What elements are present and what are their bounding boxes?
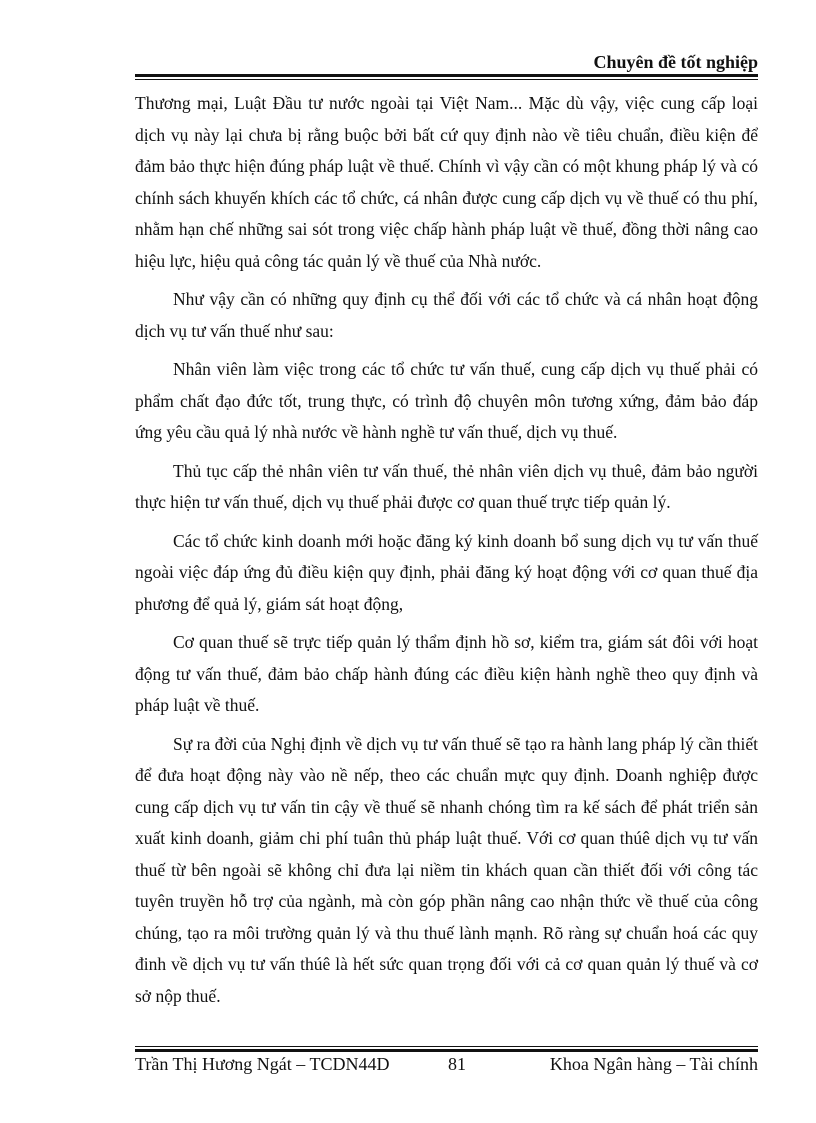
paragraph-intro-requirements: Như vậy cần có những quy định cụ thể đối với các tổ chức và cá nhân hoạt động dịch vụ tư vấn thuế như sau: xyxy=(135,289,758,341)
document-body xyxy=(135,88,758,1019)
header-rule-thin xyxy=(135,79,758,80)
header-title: Chuyên đề tốt nghiệp xyxy=(593,52,758,72)
paragraph-card-procedure: Thủ tục cấp thẻ nhân viên tư vấn thuế, thẻ nhân viên dịch vụ thuê, đảm bảo người thực hiện tư vấn thuế, dịch vụ thuế phải được cơ quan thuế trực tiếp quản lý. xyxy=(135,460,758,512)
footer-rule-thick xyxy=(135,1049,758,1052)
paragraph-staff-requirements: Nhân viên làm việc trong các tổ chức tư vấn thuế, cung cấp dịch vụ thuế phải có phẩm chất đạo đức tốt, trung thực, có trình độ chuyên môn tương xứng, đảm bảo đáp ứng yêu cầu quả lý nhà nước về hành nghề tư vấn thuế, dịch vụ thuế. xyxy=(135,359,758,442)
page-header xyxy=(135,50,758,80)
paragraph-business-registration: Các tổ chức kinh doanh mới hoặc đăng ký kinh doanh bổ sung dịch vụ tư vấn thuế ngoài việc đáp ứng đủ điều kiện quy định, phải đăng ký hoạt động với cơ quan thuế địa phương để quả lý, giám sát hoạt động, xyxy=(135,530,758,614)
page-footer xyxy=(135,1046,758,1078)
footer-rule-thin xyxy=(135,1046,758,1047)
paragraph-continuation: Thương mại, Luật Đầu tư nước ngoài tại Việt Nam... Mặc dù vậy, việc cung cấp loại dịch vụ này lại chưa bị rằng buộc bởi bất cứ quy định nào về tiêu chuẩn, điều kiện để đảm bảo thực hiện đúng pháp luật về thuế. Chính vì vậy cần có một khung pháp lý và có chính sách khuyến khích các tổ chức, cá nhân được cung cấp dịch vụ về thuế có thu phí, nhằm hạn chế những sai sót trong việc chấp hành pháp luật về thuế, đồng thời nâng cao hiệu lực, hiệu quả công tác quản lý về thuế của Nhà nước. xyxy=(135,93,758,271)
footer-department: Khoa Ngân hàng – Tài chính xyxy=(549,1054,758,1074)
page-number: 81 xyxy=(448,1054,466,1074)
paragraph-tax-authority: Cơ quan thuế sẽ trực tiếp quản lý thẩm định hồ sơ, kiểm tra, giám sát đôi với hoạt động tư vấn thuế, đảm bảo chấp hành đúng các điều kiện hành nghề theo quy định và pháp luật về thuế. xyxy=(135,632,758,715)
paragraph-decree-impact: Sự ra đời của Nghị định về dịch vụ tư vấn thuế sẽ tạo ra hành lang pháp lý cần thiết để đưa hoạt động này vào nề nếp, theo các chuẩn mực quy định. Doanh nghiệp được cung cấp dịch vụ tư vấn tin cậy về thuế sẽ nhanh chóng tìm ra kế sách để phát triển sản xuất kinh doanh, giảm chi phí tuân thủ pháp luật thuế. Với cơ quan thúê dịch vụ tư vấn thuế từ bên ngoài sẽ không chỉ đưa lại niềm tin khách quan cần thiết đối với công tác tuyên truyền hỗ trợ của ngành, mà còn góp phần nâng cao nhận thức về thuế của công chúng, tạo ra môi trường quản lý và thu thuế lành mạnh. Rõ ràng sự chuẩn hoá các quy đinh về dịch vụ tư vấn thúê là hết sức quan trọng đối với cả cơ quan quản lý thuế và cơ sở nộp thuế. xyxy=(135,733,758,1006)
footer-author: Trần Thị Hương Ngát – TCDN44D xyxy=(135,1054,390,1074)
header-rule-thick xyxy=(135,74,758,77)
